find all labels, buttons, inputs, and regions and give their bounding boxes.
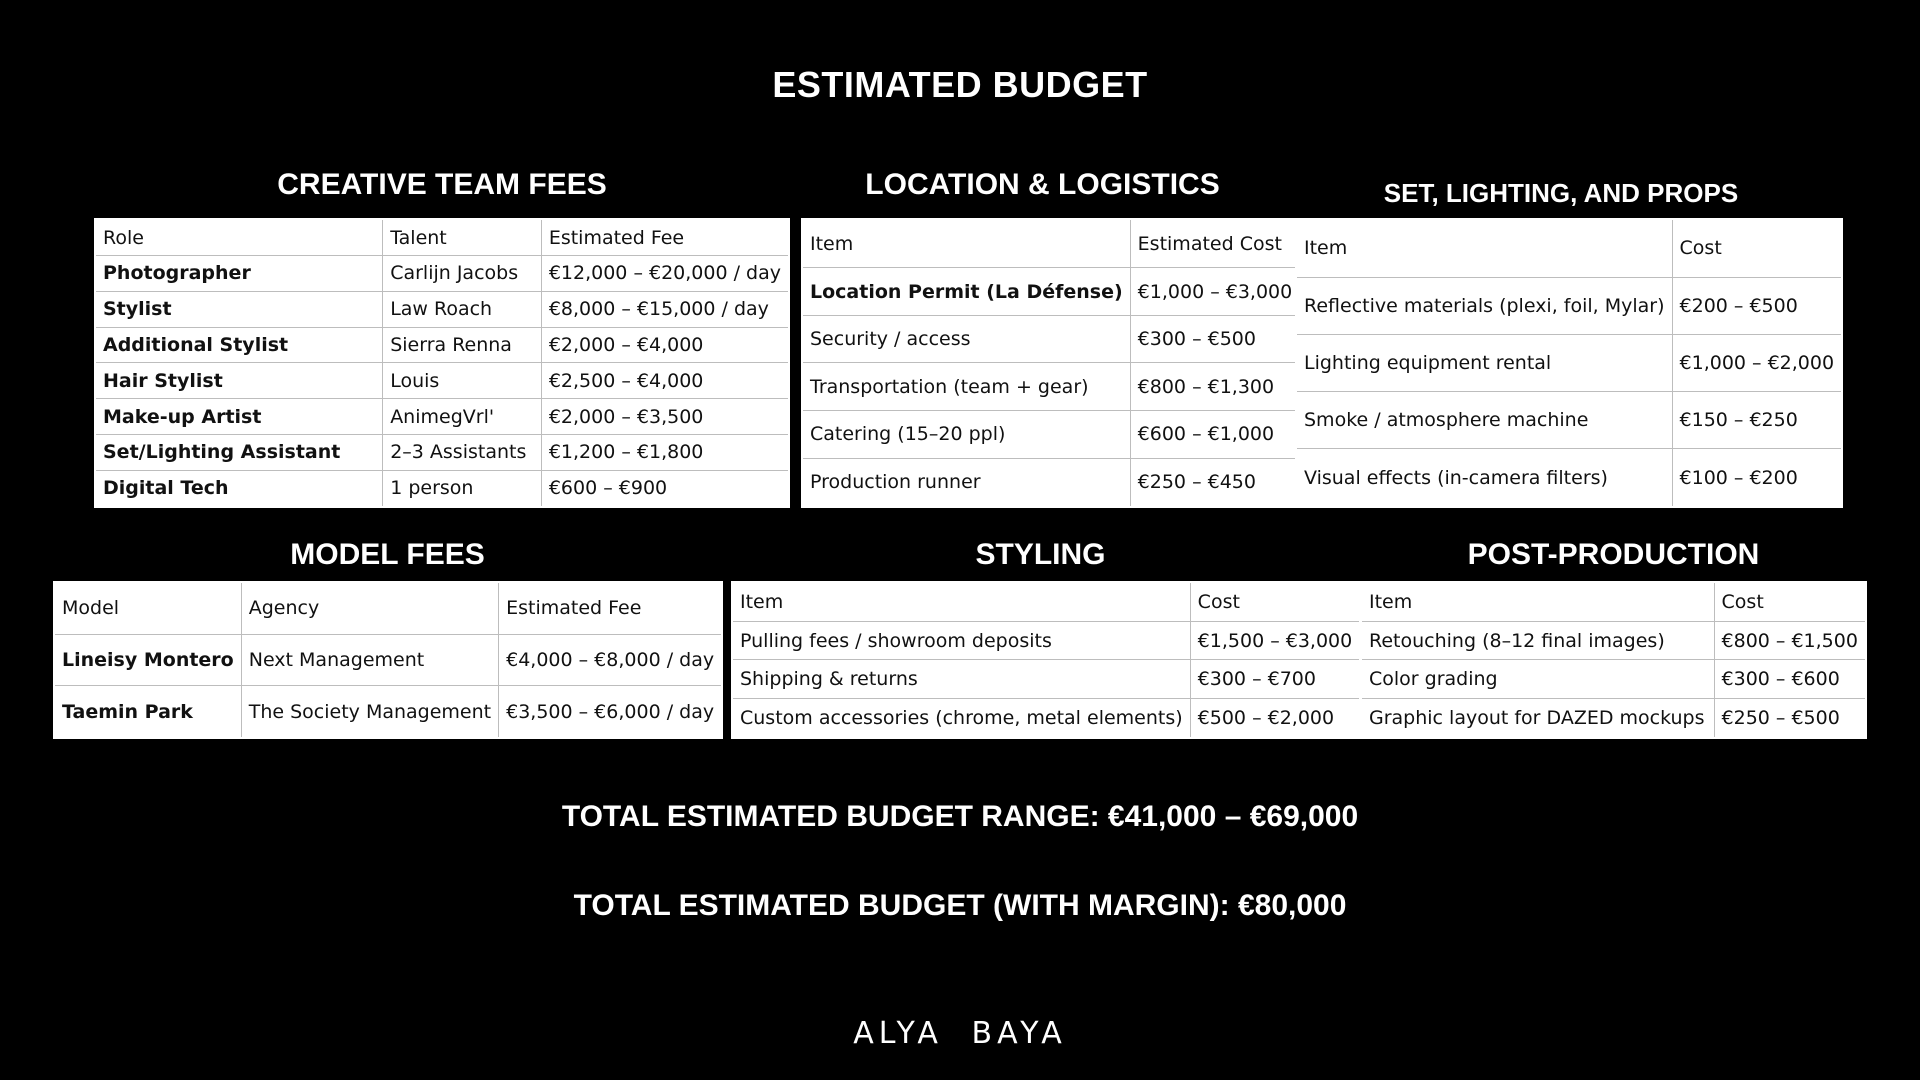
table-row — [1361, 621, 1866, 660]
table-row — [95, 327, 789, 363]
item-cell: Smoke / atmosphere machine — [1296, 392, 1672, 449]
talent-cell: Louis — [383, 363, 542, 399]
location-table — [801, 218, 1301, 508]
cost-cell: €600 – €1,000 — [1130, 411, 1300, 459]
item-cell: Transportation (team + gear) — [802, 363, 1130, 411]
item-cell: Custom accessories (chrome, metal elements) — [732, 699, 1190, 738]
table-header-row — [802, 219, 1300, 268]
table-row — [732, 660, 1360, 699]
post-production-table — [1360, 581, 1867, 739]
header-cell: Cost — [1672, 219, 1842, 277]
agency-cell: Next Management — [241, 634, 498, 685]
table-row — [95, 363, 789, 399]
item-cell: Lighting equipment rental — [1296, 334, 1672, 391]
set-lighting-table — [1295, 218, 1843, 508]
table-row — [802, 315, 1300, 363]
creative-team-section — [94, 162, 790, 507]
item-cell: Pulling fees / showroom deposits — [732, 621, 1190, 660]
section-title: MODEL FEES — [290, 538, 485, 571]
section-title: POST-PRODUCTION — [1467, 538, 1760, 571]
talent-cell: Carlijn Jacobs — [383, 256, 542, 292]
table-row — [95, 435, 789, 471]
role-cell: Stylist — [95, 291, 383, 327]
table-header-row — [54, 582, 722, 634]
role-cell: Digital Tech — [95, 470, 383, 507]
role-cell: Additional Stylist — [95, 327, 383, 363]
item-cell: Color grading — [1361, 660, 1714, 699]
total-with-margin: TOTAL ESTIMATED BUDGET (WITH MARGIN): €80,000 — [573, 889, 1347, 922]
header-cell: Estimated Cost — [1130, 219, 1300, 268]
model-fees-section — [53, 533, 722, 740]
table-row — [1296, 334, 1842, 391]
table-header-row — [1296, 219, 1842, 277]
table-header-row — [1361, 582, 1866, 621]
cost-cell: €500 – €2,000 — [1190, 699, 1360, 738]
table-row — [802, 411, 1300, 459]
header-cell: Role — [95, 219, 383, 256]
table-row — [732, 699, 1360, 738]
cost-cell: €800 – €1,500 — [1714, 621, 1866, 660]
brand-logo: ALYA BAYA — [853, 1016, 1067, 1051]
cost-cell: €300 – €700 — [1190, 660, 1360, 699]
header-cell: Item — [1361, 582, 1714, 621]
header-cell: Item — [802, 219, 1130, 268]
styling-table — [731, 581, 1361, 739]
cost-cell: €150 – €250 — [1672, 392, 1842, 449]
table-row — [1296, 277, 1842, 334]
header-cell: Cost — [1190, 582, 1360, 621]
talent-cell: 2–3 Assistants — [383, 435, 542, 471]
item-cell: Location Permit (La Défense) — [802, 268, 1130, 316]
cost-cell: €250 – €500 — [1714, 699, 1866, 738]
table-row — [95, 399, 789, 435]
cost-cell: €300 – €600 — [1714, 660, 1866, 699]
table-row — [732, 621, 1360, 660]
table-row — [54, 686, 722, 738]
table-row — [1361, 699, 1866, 738]
model-cell: Taemin Park — [54, 686, 241, 738]
page-title: ESTIMATED BUDGET — [772, 64, 1148, 105]
location-section — [801, 162, 1293, 507]
table-row — [54, 634, 722, 685]
table-row — [802, 363, 1300, 411]
cost-cell: €1,500 – €3,000 — [1190, 621, 1360, 660]
cost-cell: €1,000 – €3,000 — [1130, 268, 1300, 316]
styling-section — [731, 533, 1353, 740]
fee-cell: €12,000 – €20,000 / day — [541, 256, 789, 292]
item-cell: Visual effects (in-camera filters) — [1296, 449, 1672, 507]
talent-cell: Sierra Renna — [383, 327, 542, 363]
table-header-row — [732, 582, 1360, 621]
role-cell: Set/Lighting Assistant — [95, 435, 383, 471]
fee-cell: €4,000 – €8,000 / day — [499, 634, 722, 685]
table-row — [1361, 660, 1866, 699]
creative-team-table — [94, 218, 790, 508]
cost-cell: €1,000 – €2,000 — [1672, 334, 1842, 391]
post-production-section — [1360, 533, 1867, 740]
section-title: SET, LIGHTING, AND PROPS — [1383, 178, 1739, 208]
item-cell: Shipping & returns — [732, 660, 1190, 699]
header-cell: Model — [54, 582, 241, 634]
total-range: TOTAL ESTIMATED BUDGET RANGE: €41,000 – €69,000 — [561, 800, 1359, 833]
section-title: LOCATION & LOGISTICS — [865, 168, 1220, 201]
model-cell: Lineisy Montero — [54, 634, 241, 685]
cost-cell: €800 – €1,300 — [1130, 363, 1300, 411]
item-cell: Security / access — [802, 315, 1130, 363]
fee-cell: €1,200 – €1,800 — [541, 435, 789, 471]
header-cell: Item — [1296, 219, 1672, 277]
table-row — [95, 291, 789, 327]
header-cell: Cost — [1714, 582, 1866, 621]
table-row — [1296, 392, 1842, 449]
item-cell: Graphic layout for DAZED mockups — [1361, 699, 1714, 738]
header-cell: Agency — [241, 582, 498, 634]
talent-cell: AnimegVrl' — [383, 399, 542, 435]
header-cell: Talent — [383, 219, 542, 256]
table-row — [802, 458, 1300, 507]
section-title: STYLING — [975, 538, 1106, 571]
item-cell: Retouching (8–12 final images) — [1361, 621, 1714, 660]
header-cell: Estimated Fee — [499, 582, 722, 634]
fee-cell: €2,500 – €4,000 — [541, 363, 789, 399]
cost-cell: €200 – €500 — [1672, 277, 1842, 334]
header-cell: Item — [732, 582, 1190, 621]
cost-cell: €300 – €500 — [1130, 315, 1300, 363]
fee-cell: €3,500 – €6,000 / day — [499, 686, 722, 738]
set-lighting-section — [1295, 162, 1835, 507]
header-cell: Estimated Fee — [541, 219, 789, 256]
table-row — [802, 268, 1300, 316]
table-row — [95, 256, 789, 292]
table-row — [1296, 449, 1842, 507]
table-header-row — [95, 219, 789, 256]
item-cell: Catering (15–20 ppl) — [802, 411, 1130, 459]
talent-cell: 1 person — [383, 470, 542, 507]
role-cell: Hair Stylist — [95, 363, 383, 399]
fee-cell: €600 – €900 — [541, 470, 789, 507]
model-fees-table — [53, 581, 723, 739]
item-cell: Reflective materials (plexi, foil, Mylar) — [1296, 277, 1672, 334]
role-cell: Make-up Artist — [95, 399, 383, 435]
fee-cell: €2,000 – €3,500 — [541, 399, 789, 435]
cost-cell: €100 – €200 — [1672, 449, 1842, 507]
fee-cell: €8,000 – €15,000 / day — [541, 291, 789, 327]
talent-cell: Law Roach — [383, 291, 542, 327]
cost-cell: €250 – €450 — [1130, 458, 1300, 507]
table-row — [95, 470, 789, 507]
role-cell: Photographer — [95, 256, 383, 292]
item-cell: Production runner — [802, 458, 1130, 507]
agency-cell: The Society Management — [241, 686, 498, 738]
section-title: CREATIVE TEAM FEES — [277, 168, 607, 201]
fee-cell: €2,000 – €4,000 — [541, 327, 789, 363]
